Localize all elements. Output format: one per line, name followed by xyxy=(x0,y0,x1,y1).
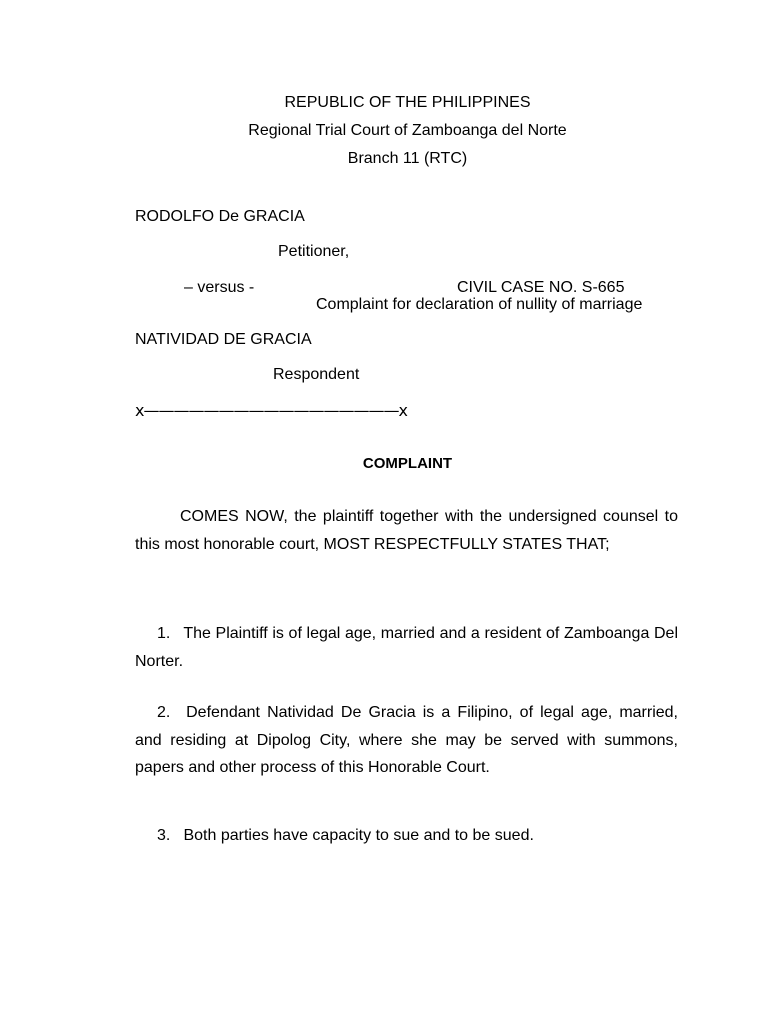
item-number: 2. xyxy=(157,704,171,721)
header-branch: Branch 11 (RTC) xyxy=(347,150,468,167)
case-number: CIVIL CASE NO. S-665 xyxy=(457,279,625,296)
complaint-title: COMPLAINT xyxy=(362,455,453,472)
versus-label: – versus - xyxy=(184,279,255,296)
item-text: Defendant Natividad De Gracia is a Filipino, of legal age, married, and residing at Dipolog City, where she may be served with summons, papers and other process of this Honorable Court. xyxy=(135,704,678,776)
petitioner-role: Petitioner, xyxy=(278,243,350,260)
item-text: The Plaintiff is of legal age, married and a resident of Zamboanga Del Norter. xyxy=(135,625,678,670)
respondent-role: Respondent xyxy=(273,366,360,383)
list-item xyxy=(135,620,678,675)
case-title: Complaint for declaration of nullity of marriage xyxy=(316,296,643,313)
item-number: 3. xyxy=(157,827,171,844)
item-number: 1. xyxy=(157,625,171,642)
header-republic: REPUBLIC OF THE PHILIPPINES xyxy=(284,94,531,111)
respondent-name: NATIVIDAD DE GRACIA xyxy=(135,331,312,348)
item-text: Both parties have capacity to sue and to be sued. xyxy=(183,827,534,844)
header-court: Regional Trial Court of Zamboanga del Norte xyxy=(248,122,567,139)
list-item xyxy=(135,822,678,850)
list-item xyxy=(135,699,678,782)
caption-divider: x—————————————————x xyxy=(135,401,407,420)
intro-paragraph: COMES NOW, the plaintiff together with the undersigned counsel to this most honorable court, MOST RESPECTFULLY STATES THAT; xyxy=(135,508,678,553)
petitioner-name: RODOLFO De GRACIA xyxy=(135,208,305,225)
